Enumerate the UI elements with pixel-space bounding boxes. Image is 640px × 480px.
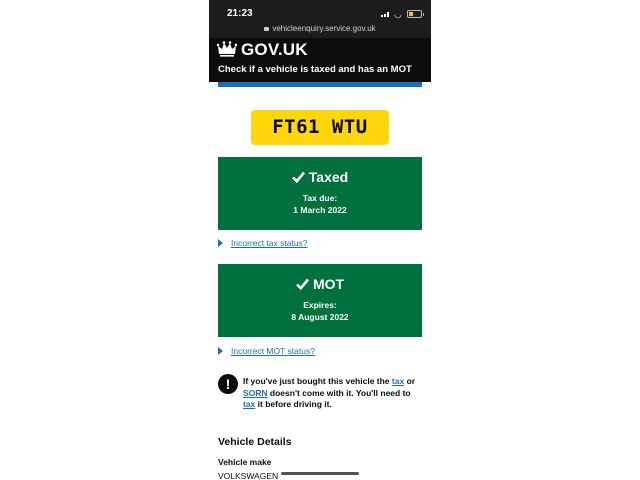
mot-status-panel xyxy=(218,264,422,337)
url-text: vehicleenquiry.service.gov.uk xyxy=(272,24,376,33)
incorrect-mot-status-link[interactable]: Incorrect MOT status? xyxy=(218,346,315,356)
tax-link-2[interactable]: tax xyxy=(243,399,256,409)
wifi-icon: ◡ xyxy=(394,9,402,19)
tax-status-panel xyxy=(218,157,422,230)
vehicle-make-value: VOLKSWAGEN xyxy=(218,471,279,480)
govuk-logo[interactable]: GOV.UK xyxy=(241,40,308,59)
service-name[interactable]: Check if a vehicle is taxed and has an MOT xyxy=(218,64,412,75)
mot-expiry-date: 8 August 2022 xyxy=(291,312,349,322)
phone-screen xyxy=(209,0,431,480)
vehicle-details-heading: Vehicle Details xyxy=(218,436,292,448)
number-plate: FT61 WTU xyxy=(251,110,389,145)
caret-right-icon xyxy=(218,239,223,247)
govuk-header xyxy=(209,38,431,82)
incorrect-tax-status-link[interactable]: Incorrect tax status? xyxy=(218,238,308,248)
signal-icon xyxy=(381,11,391,17)
battery-icon xyxy=(407,10,422,18)
warning-message: If you've just bought this vehicle the tax or SORN doesn't come with it. You'll need to tax it before driving it. xyxy=(243,376,416,409)
mot-status-title: MOT xyxy=(312,276,345,292)
status-bar xyxy=(209,0,431,38)
tax-due-label: Tax due: xyxy=(302,193,338,203)
mot-expires-label: Expires: xyxy=(303,300,337,310)
sorn-link[interactable]: SORN xyxy=(243,387,268,398)
tick-icon xyxy=(296,278,309,290)
tax-due-date: 1 March 2022 xyxy=(293,205,347,215)
status-time: 21:23 xyxy=(227,8,253,19)
exclamation-icon: ! xyxy=(218,374,238,394)
tax-status-title: Taxed xyxy=(308,169,349,185)
crown-icon xyxy=(217,41,237,57)
tick-icon xyxy=(292,171,305,183)
tax-link[interactable]: tax xyxy=(391,376,405,386)
lock-icon xyxy=(264,27,269,31)
address-bar[interactable] xyxy=(209,24,431,33)
home-indicator[interactable] xyxy=(281,472,359,475)
caret-right-icon xyxy=(218,347,223,355)
vehicle-make-label: Vehicle make xyxy=(218,457,272,467)
header-accent-bar xyxy=(218,82,422,87)
